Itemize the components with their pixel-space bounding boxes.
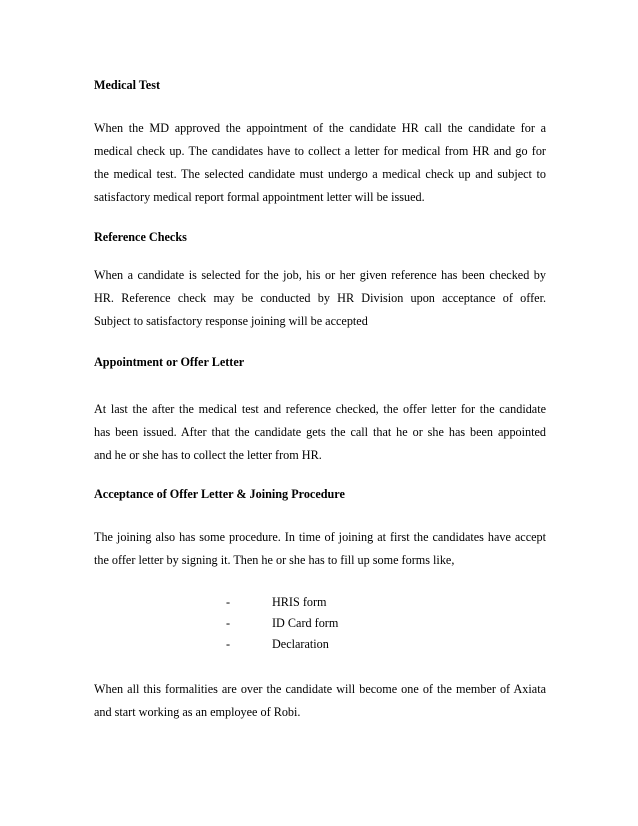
text-line: the offer letter by signing it. Then he or she has to fill up some forms like, <box>94 553 455 567</box>
text-line: When a candidate is selected for the job, his or her given reference has been checked by <box>94 268 546 282</box>
paragraph-reference-checks <box>94 264 546 333</box>
text-line: the medical test. The selected candidate must undergo a medical check up and subject to <box>94 167 546 181</box>
text-line: medical check up. The candidates have to collect a letter for medical from HR and go for <box>94 144 546 158</box>
text-line: When the MD approved the appointment of the candidate HR call the candidate for a <box>94 121 546 135</box>
list-item <box>226 592 338 613</box>
text-line: HR. Reference check may be conducted by HR Division upon acceptance of offer. <box>94 291 546 305</box>
text-line: At last the after the medical test and reference checked, the offer letter for the candidate <box>94 402 546 416</box>
dash-marker: - <box>226 637 231 651</box>
text-line: has been issued. After that the candidate gets the call that he or she has been appointed <box>94 425 546 439</box>
text-line: When all this formalities are over the candidate will become one of the member of Axiata <box>94 682 546 696</box>
text-line: Subject to satisfactory response joining will be accepted <box>94 314 368 328</box>
text-line: satisfactory medical report formal appointment letter will be issued. <box>94 190 425 204</box>
paragraph-joining-procedure <box>94 526 546 572</box>
list-item <box>226 613 338 634</box>
dash-marker: - <box>226 616 231 630</box>
paragraph-closing <box>94 678 546 724</box>
list-item-label: Declaration <box>272 637 329 651</box>
list-item-label: ID Card form <box>272 616 339 630</box>
paragraph-medical-test <box>94 117 546 209</box>
heading-reference-checks: Reference Checks <box>94 230 187 244</box>
list-item-label: HRIS form <box>272 595 327 609</box>
forms-list <box>226 592 338 655</box>
text-line: The joining also has some procedure. In time of joining at first the candidates have accept <box>94 530 546 544</box>
heading-joining-procedure: Acceptance of Offer Letter & Joining Procedure <box>94 487 345 501</box>
heading-offer-letter: Appointment or Offer Letter <box>94 355 245 369</box>
text-line: and he or she has to collect the letter from HR. <box>94 448 322 462</box>
paragraph-offer-letter <box>94 398 546 467</box>
text-line: and start working as an employee of Robi. <box>94 705 301 719</box>
heading-medical-test: Medical Test <box>94 78 161 92</box>
dash-marker: - <box>226 595 231 609</box>
list-item <box>226 634 338 655</box>
